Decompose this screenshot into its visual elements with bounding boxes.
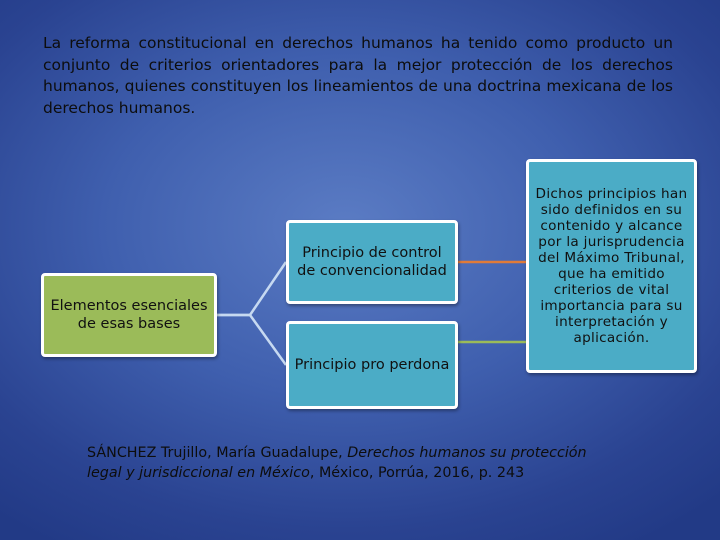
bibliographic-reference [87,443,607,483]
principle-node-control [286,220,458,304]
connector-root-to-pro [217,315,286,365]
intro-paragraph: La reforma constitucional en derechos humanos ha tenido como producto un conjunto de criterios orientadores para la mejor protección de los derechos humanos, quienes constituyen los lineamientos de una doctrina mexicana de los derechos humanos. [43,34,673,117]
principle-node-pro [286,321,458,409]
root-node-elementos [41,273,217,357]
principle-control-label: Principio de control de convencionalidad [297,245,447,279]
principle-pro-label: Principio pro perdona [294,357,450,373]
connector-root-to-control [217,262,286,315]
root-node-label: Elementos esenciales de esas bases [50,298,208,332]
reference-title: Derechos humanos su protección legal y jurisdiccional en México [87,445,587,481]
description-label: Dichos principios han sido definidos en su contenido y alcance por la jurisprudencia del Máximo Tribunal, que ha emitido criterios de vital importancia para su interpretación y aplicación. [535,185,688,347]
description-node [526,159,697,373]
reference-details: , México, Porrúa, 2016, p. 243 [309,465,525,481]
reference-author: SÁNCHEZ Trujillo, María Guadalupe, [87,445,348,461]
